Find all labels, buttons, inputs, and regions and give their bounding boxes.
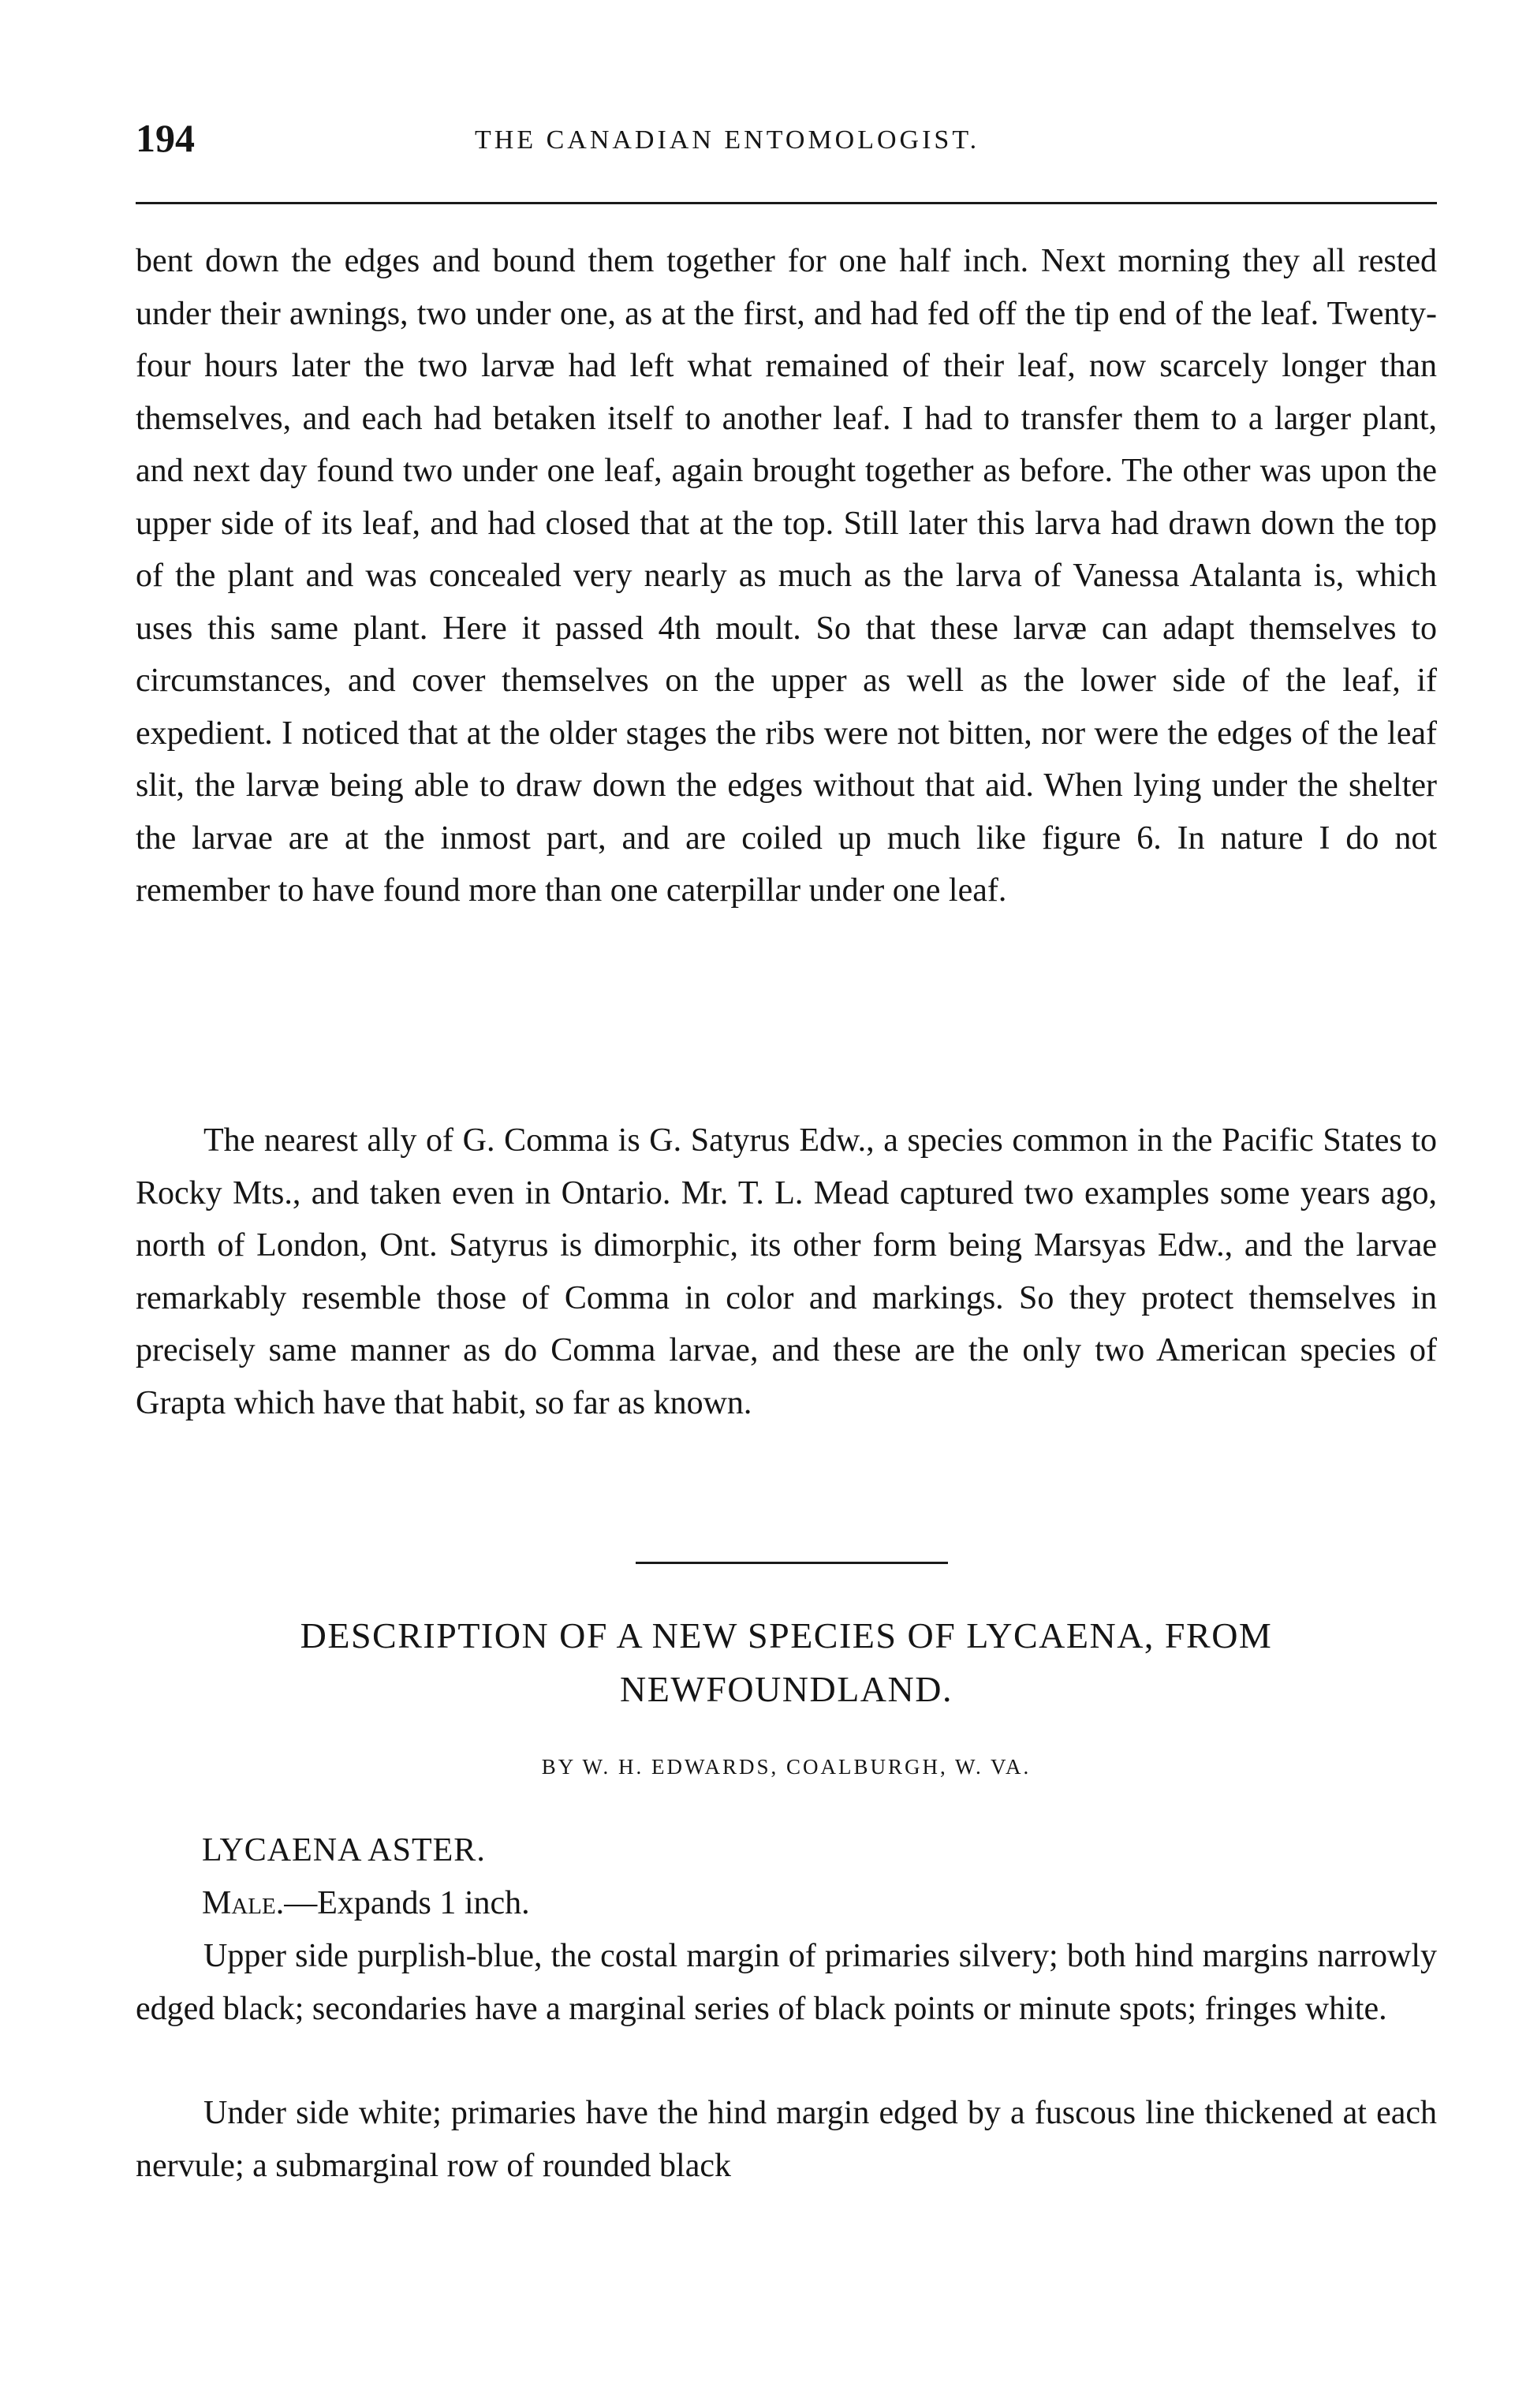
article-title: DESCRIPTION OF A NEW SPECIES OF LYCAENA, FROM NEWFOUNDLAND. xyxy=(300,1615,1273,1709)
male-text: —Expands 1 inch. xyxy=(284,1885,530,1921)
species-heading: LYCAENA ASTER. xyxy=(202,1832,486,1869)
paragraph-text: The nearest ally of G. Comma is G. Satyrus Edw., a species common in the Pacific States to Rocky Mts., and taken even in Ontario. Mr. T. L. Mead captured two examples some years ago, north of London, Ont. Satyrus is dimorphic, its other form being Marsyas Edw., and the larvae remarkably resemble those of Comma in color and markings. So they protect themselves in precisely same manner as do Comma larvae, and these are the only two American species of Grapta which have that habit, so far as known. xyxy=(136,1122,1437,1421)
male-description xyxy=(202,1877,530,1929)
paragraph-text: Upper side purplish-blue, the costal margin of primaries silvery; both hind margins narrowly edged black; secondaries have a marginal series of black points or minute spots; fringes white. xyxy=(136,1938,1437,2027)
running-head: THE CANADIAN ENTOMOLOGIST. xyxy=(475,125,980,155)
section-divider xyxy=(636,1562,948,1564)
upper-side-paragraph xyxy=(136,1930,1437,2035)
body-paragraph-1 xyxy=(136,235,1437,917)
page-number: 194 xyxy=(136,116,195,160)
paragraph-text: bent down the edges and bound them together for one half inch. Next morning they all rested under their awnings, two under one, as at the first, and had fed off the tip end of the leaf. Twenty-four hours later the two larvæ had left what remained of their leaf, now scarcely longer than themselves, and each had betaken itself to another leaf. I had to transfer them to a larger plant, and next day found two under one leaf, again brought together as before. The other was upon the upper side of its leaf, and had closed that at the top. Still later this larva had drawn down the top of the plant and was concealed very nearly as much as the larva of Vanessa Atalanta is, which uses this same plant. Here it passed 4th moult. So that these larvæ can adapt themselves to circumstances, and cover themselves on the upper as well as the lower side of the leaf, if expedient. I noticed that at the older stages the ribs were not bitten, nor were the edges of the leaf slit, the larvæ being able to draw down the edges without that aid. When lying under the shelter the larvae are at the inmost part, and are coiled up much like figure 6. In nature I do not remember to have found more than one caterpillar under one leaf. xyxy=(136,243,1437,909)
article-byline: BY W. H. EDWARDS, COALBURGH, W. VA. xyxy=(541,1755,1032,1779)
body-paragraph-2 xyxy=(136,1114,1437,1429)
page-header xyxy=(136,110,1437,166)
paragraph-text: Under side white; primaries have the hind margin edged by a fuscous line thickened at each nervule; a submarginal row of rounded black xyxy=(136,2095,1437,2184)
under-side-paragraph xyxy=(136,2087,1437,2192)
header-rule xyxy=(136,202,1437,204)
male-label: Male. xyxy=(202,1885,285,1921)
